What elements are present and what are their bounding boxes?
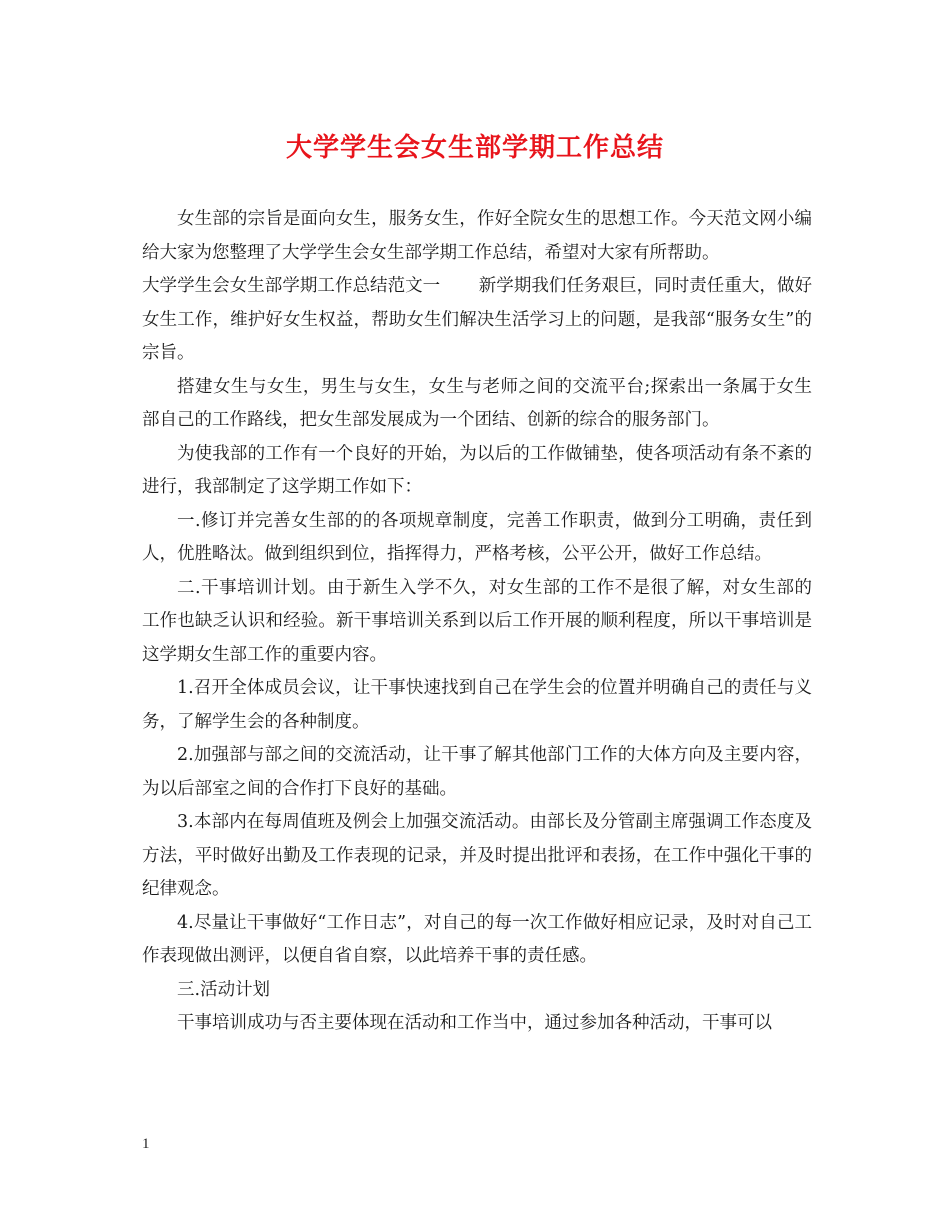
body-paragraph: 一.修订并完善女生部的的各项规章制度，完善工作职责，做到分工明确，责任到人，优胜略汰。做到组织到位，指挥得力，严格考核，公平公开，做好工作总结。 [142,510,812,564]
body-paragraph: 干事培训成功与否主要体现在活动和工作当中，通过参加各种活动，干事可以 [177,1013,772,1033]
document-title: 大学学生会女生部学期工作总结 [285,133,664,163]
body-paragraph: 3.本部内在每周值班及例会上加强交流活动。由部长及分管副主席强调工作态度及方法，平时做好出勤及工作表现的记录，并及时提出批评和表扬，在工作中强化干事的纪律观念。 [142,812,812,899]
body-paragraph: 1.召开全体成员会议，让干事快速找到自己在学生会的位置并明确自己的责任与义务，了解学生会的各种制度。 [142,678,812,732]
body-paragraph: 搭建女生与女生，男生与女生，女生与老师之间的交流平台;探索出一条属于女生部自己的工作路线，把女生部发展成为一个团结、创新的综合的服务部门。 [142,376,812,430]
sample-intro: 新学期我们任务艰巨，同时责任重大，做好女生工作，维护好女生权益，帮助女生们解决生活学习上的问题，是我部“服务女生”的宗旨。 [142,276,813,363]
body-paragraph: 2.加强部与部之间的交流活动，让干事了解其他部门工作的大体方向及主要内容，为以后部室之间的合作打下良好的基础。 [142,745,812,799]
section-heading: 三.活动计划 [177,979,271,1000]
sample-paragraph [142,270,812,371]
page-number: 1 [142,1136,150,1152]
body-paragraph: 二.干事培训计划。由于新生入学不久，对女生部的工作不是很了解，对女生部的工作也缺乏认识和经验。新干事培训关系到以后工作开展的顺利程度，所以干事培训是这学期女生部工作的重要内容。 [142,577,812,665]
body-paragraph: 为使我部的工作有一个良好的开始，为以后的工作做铺垫，使各项活动有条不紊的进行，我部制定了这学期工作如下： [142,443,812,497]
sample-heading: 大学学生会女生部学期工作总结范文一 [142,276,441,296]
document-body [142,203,812,1041]
intro-paragraph: 女生部的宗旨是面向女生，服务女生，作好全院女生的思想工作。今天范文网小编给大家为您整理了大学学生会女生部学期工作总结，希望对大家有所帮助。 [142,209,812,263]
body-paragraph: 4.尽量让干事做好“工作日志”，对自己的每一次工作做好相应记录，及时对自己工作表现做出测评，以便自省自察，以此培养干事的责任感。 [142,912,812,966]
